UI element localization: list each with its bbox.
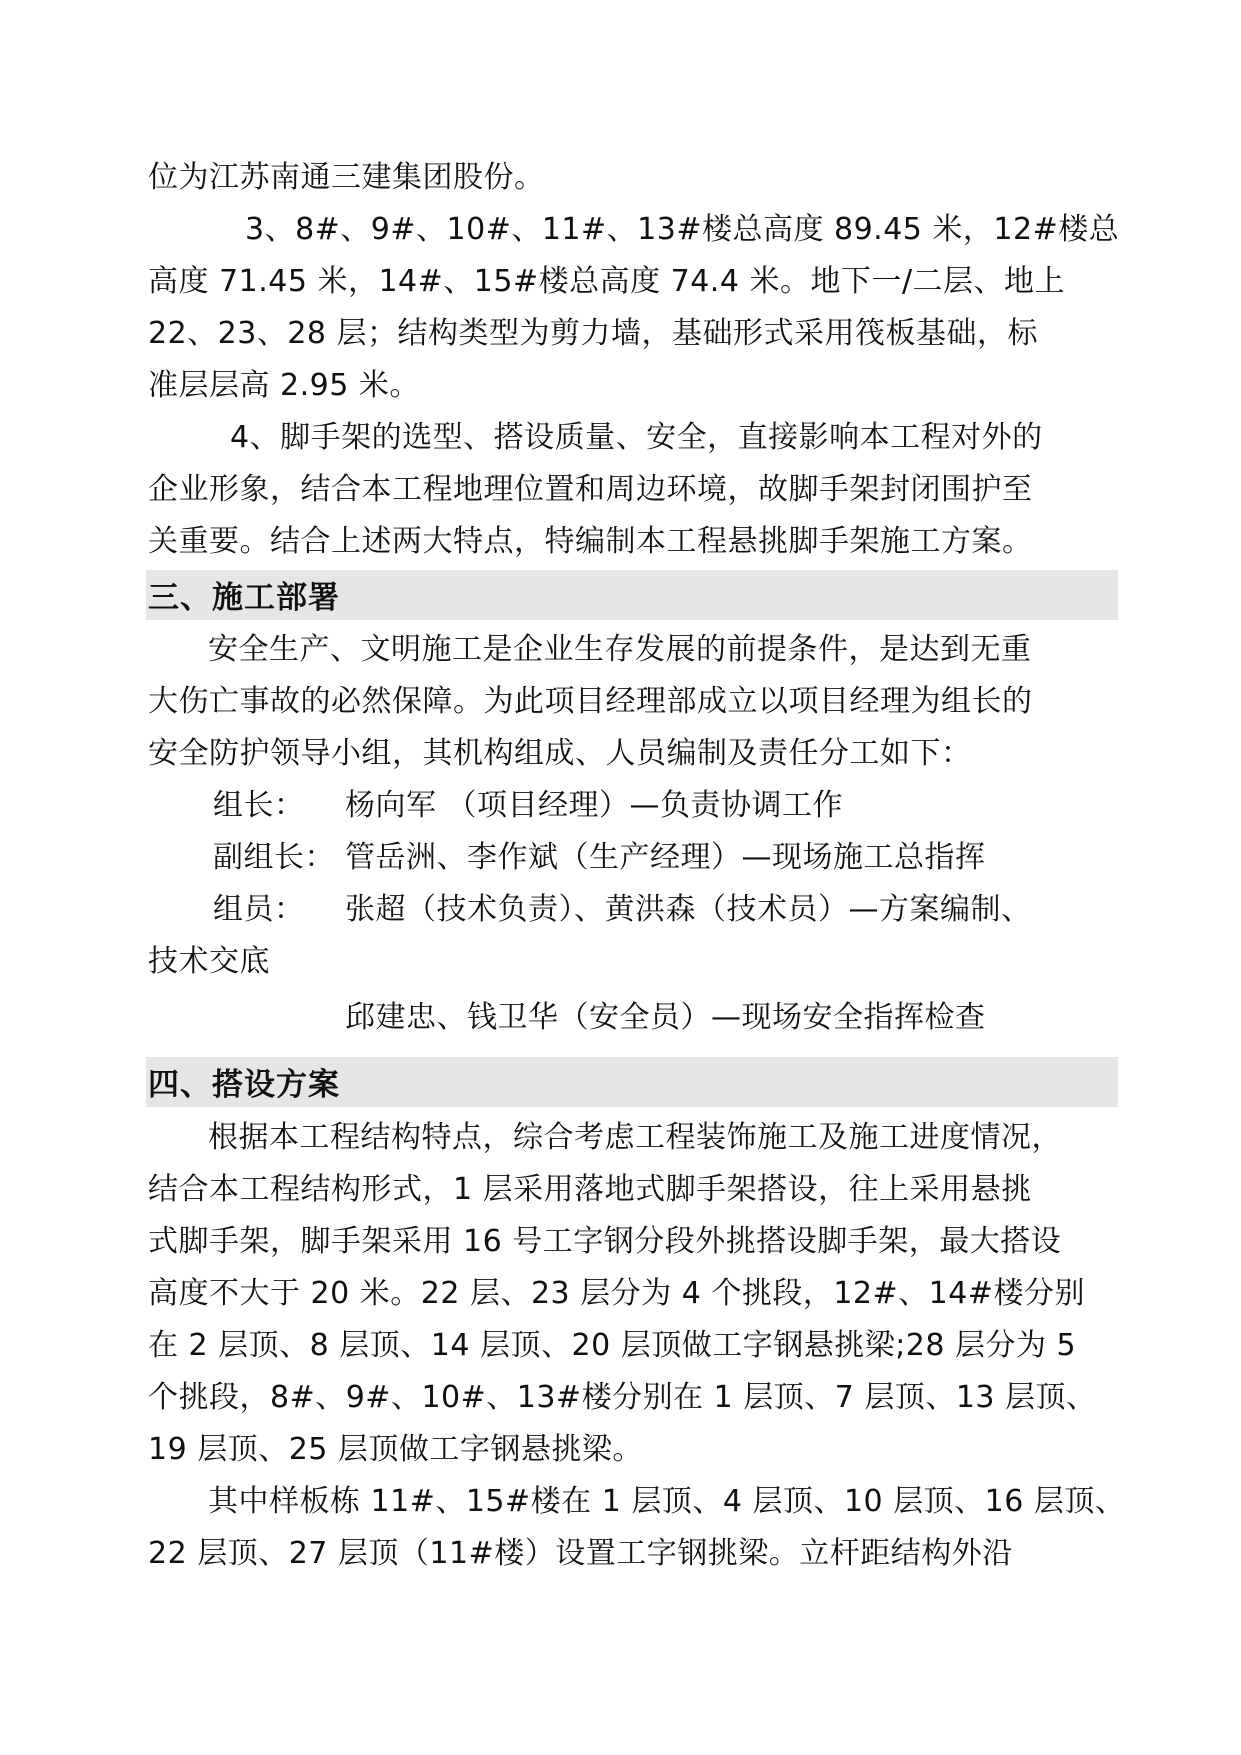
paragraph-line: 位为江苏南通三建集团股份。 <box>148 160 545 195</box>
role-label-deputy: 副组长： <box>213 840 335 875</box>
paragraph-line: 个挑段，8#、9#、10#、13#楼分别在 1 层顶、7 层顶、13 层顶、 <box>148 1380 1097 1415</box>
paragraph-line: 22 层顶、27 层顶（11#楼）设置工字钢挑梁。立杆距结构外沿 <box>148 1536 1013 1571</box>
role-label-leader: 组长： <box>213 788 305 823</box>
role-text-leader: 杨向军 （项目经理）—负责协调工作 <box>345 788 844 823</box>
paragraph-line: 在 2 层顶、8 层顶、14 层顶、20 层顶做工字钢悬挑梁;28 层分为 5 <box>148 1328 1077 1363</box>
paragraph-line: 安全生产、文明施工是企业生存发展的前提条件，是达到无重 <box>208 632 1032 667</box>
paragraph-line: 22、23、28 层；结构类型为剪力墙，基础形式采用筏板基础，标 <box>148 316 1039 351</box>
paragraph-line: 高度不大于 20 米。22 层、23 层分为 4 个挑段，12#、14#楼分别 <box>148 1276 1085 1311</box>
role-text-member: 张超（技术负责）、黄洪森（技术员）—方案编制、 <box>345 892 1032 927</box>
paragraph-line: 式脚手架，脚手架采用 16 号工字钢分段外挑搭设脚手架，最大搭设 <box>148 1224 1062 1259</box>
role-text-safety-member: 邱建忠、钱卫华（安全员）—现场安全指挥检查 <box>345 1000 986 1035</box>
paragraph-line: 大伤亡事故的必然保障。为此项目经理部成立以项目经理为组长的 <box>148 684 1033 719</box>
paragraph-line: 企业形象，结合本工程地理位置和周边环境，故脚手架封闭围护至 <box>148 472 1033 507</box>
paragraph-line: 根据本工程结构特点，综合考虑工程装饰施工及施工进度情况， <box>208 1120 1062 1155</box>
paragraph-line: 关重要。结合上述两大特点，特编制本工程悬挑脚手架施工方案。 <box>148 524 1033 559</box>
paragraph-line: 安全防护领导小组，其机构组成、人员编制及责任分工如下： <box>148 736 972 771</box>
paragraph-line: 技术交底 <box>148 944 270 979</box>
paragraph-line: 其中样板栋 11#、15#楼在 1 层顶、4 层顶、10 层顶、16 层顶、 <box>208 1484 1126 1519</box>
paragraph-line: 准层层高 2.95 米。 <box>148 368 420 403</box>
section-heading-construction-deployment: 三、施工部署 <box>148 580 340 616</box>
paragraph-line: 19 层顶、25 层顶做工字钢悬挑梁。 <box>148 1432 643 1467</box>
paragraph-line: 结合本工程结构形式，1 层采用落地式脚手架搭设，往上采用悬挑 <box>148 1172 1032 1207</box>
paragraph-line: 3、8#、9#、10#、11#、13#楼总高度 89.45 米，12#楼总 <box>245 212 1120 247</box>
paragraph-line: 高度 71.45 米，14#、15#楼总高度 74.4 米。地下一/二层、地上 <box>148 264 1066 299</box>
paragraph-line: 4、脚手架的选型、搭设质量、安全，直接影响本工程对外的 <box>230 420 1043 455</box>
section-heading-erection-plan: 四、搭设方案 <box>148 1067 340 1103</box>
role-text-deputy: 管岳洲、李作斌（生产经理）—现场施工总指挥 <box>345 840 986 875</box>
role-label-member: 组员： <box>213 892 305 927</box>
